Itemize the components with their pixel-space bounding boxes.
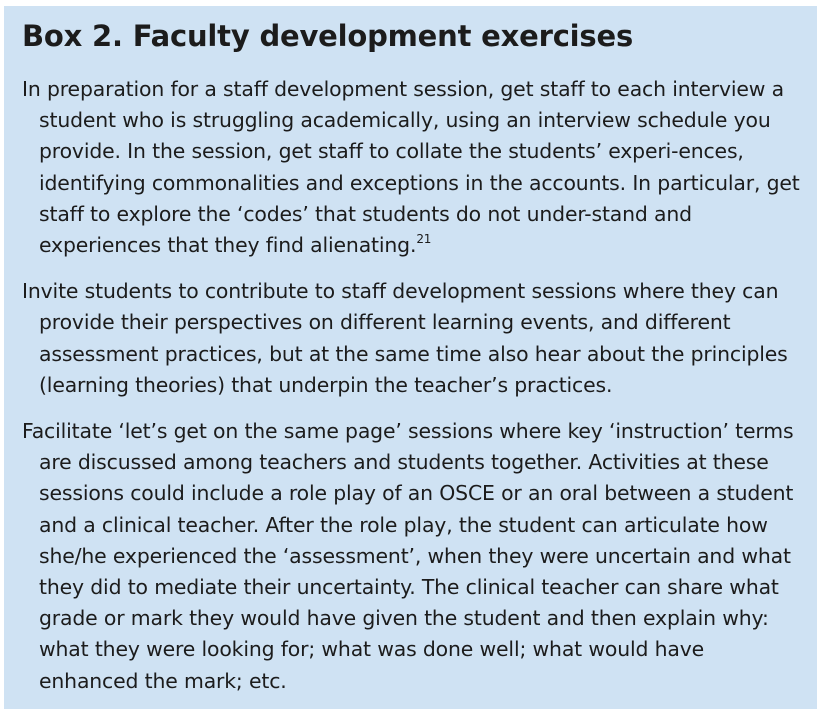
exercise-paragraph-3 (22, 416, 803, 697)
faculty-development-box (4, 6, 817, 709)
box-title: Box 2. Faculty development exercises (22, 19, 634, 53)
paragraph-text: In preparation for a staff development session, get staff to each interview a student who is struggling academically, using an interview schedule you provide. In the session, get staff to collate the students’ experi-ences, identifying commonalities and exceptions in the accounts. In particular, get staff to explore the ‘codes’ that students do not under-stand and experiences that they find alienating. (22, 77, 800, 258)
citation-superscript: 21 (416, 232, 432, 247)
paragraph-text: Facilitate ‘let’s get on the same page’ sessions where key ‘instruction’ terms are discussed among teachers and students together. Activities at these sessions could include a role play of an OSCE or an oral between a student and a clinical teacher. After the role play, the student can articulate how she/he experienced the ‘assessment’, when they were uncertain and what they did to mediate their uncertainty. The clinical teacher can share what grade or mark they would have given the student and then explain why: what they were looking for; what was done well; what would have enhanced the mark; etc. (22, 419, 794, 693)
exercise-paragraph-2 (22, 276, 803, 401)
paragraph-text: Invite students to contribute to staff development sessions where they can provide their perspectives on different learning events, and different assessment practices, but at the same time also hear about the principles (learning theories) that underpin the teacher’s practices. (22, 279, 788, 397)
exercise-paragraph-1 (22, 74, 803, 261)
